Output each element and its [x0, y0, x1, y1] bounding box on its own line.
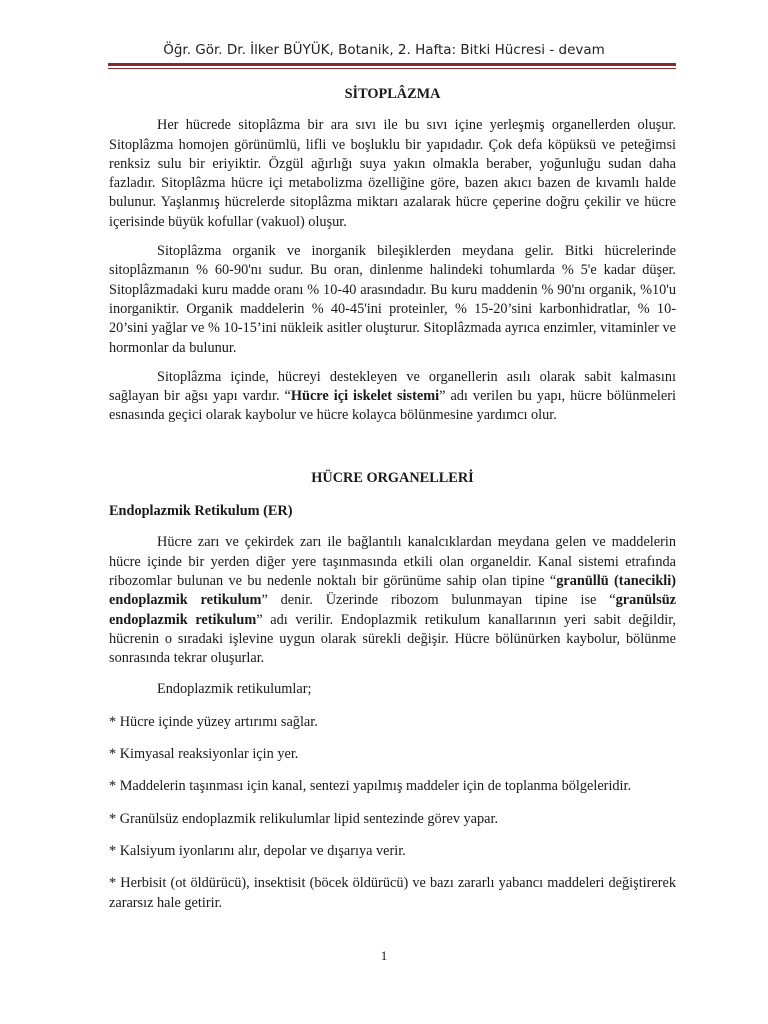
- list-intro: Endoplazmik retikulumlar;: [157, 681, 312, 698]
- paragraph-sitoplazma-3: [109, 368, 676, 426]
- page-header-title: Öğr. Gör. Dr. İlker BÜYÜK, Botanik, 2. Hafta: Bitki Hücresi - devam: [163, 42, 605, 58]
- paragraph-er-1: [109, 533, 676, 668]
- section-title-sitoplazma: SİTOPLÂZMA: [344, 86, 441, 102]
- header-rule-thin: [108, 68, 676, 69]
- page-number: 1: [380, 948, 388, 963]
- section-title-hucre-organelleri: HÜCRE ORGANELLERİ: [311, 469, 474, 486]
- subsection-title-er: Endoplazmik Retikulum (ER): [109, 503, 293, 520]
- list-item: * Kalsiyum iyonlarını alır, depolar ve dışarıya verir.: [109, 842, 406, 859]
- paragraph-text: Sitoplâzma içinde, hücreyi destekleyen ve organellerin asılı olarak sabit kalmasını sağlayan bir ağsı yapı vardır. “: [109, 368, 676, 405]
- document-body: [109, 85, 676, 913]
- header-rule-thick: [108, 63, 676, 66]
- bold-term-hucre-ici-iskelet: Hücre içi iskelet sistemi: [290, 388, 440, 405]
- bold-term-granulsuz-er: granülsüz endoplazmik retikulum: [109, 592, 676, 628]
- list-item: * Herbisit (ot öldürücü), insektisit (böcek öldürücü) ve bazı zararlı yabancı maddeleri değiştirerek zararsız hale getirir.: [109, 875, 676, 911]
- paragraph-text: ” adı verilen bu yapı, hücre bölünmeleri esnasında geçici olarak kaybolur ve hücre kolayca bölünmesine yardımcı olur.: [109, 388, 676, 424]
- paragraph-sitoplazma-1: Her hücrede sitoplâzma bir ara sıvı ile bu sıvı içine yerleşmiş organellerden oluşur. Sitoplâzma homojen görünümlü, lifli ve boşluklu bir yapıdadır. Çok defa köpüksü ve peteğimsi renksiz sulu bir eriyiktir. Özgül ağırlığı suya yakın olmakla beraber, yoğunluğu sudan daha fazladır. Sitoplâzma hücre içi metabolizma özelliğine göre, bazen akıcı bazen de kıvamlı halde bulunur. Yaşlanmış hücrelerde sitoplâzma miktarı azalarak hücre çeperine doğru çekilir ve hücre içerisinde büyük kofullar (vakuol) oluşur.: [109, 117, 676, 230]
- list-item: * Kimyasal reaksiyonlar için yer.: [109, 746, 299, 763]
- list-item: * Hücre içinde yüzey artırımı sağlar.: [109, 713, 318, 730]
- bold-term-granullu-er: granüllü (tanecikli) endoplazmik retikulum: [109, 572, 676, 609]
- paragraph-text: Hücre zarı ve çekirdek zarı ile bağlantılı kanalcıklardan meydana gelen ve maddelerin hücre içinde bir yerden diğer yere taşınmasında etkili olan organeldir. Kanal sistemi etrafında ribozomlar bulunan ve bu nedenle noktalı bir görünüme sahip olan tipine “: [109, 534, 676, 589]
- list-item: * Maddelerin taşınması için kanal, sentezi yapılmış maddeler için de toplanma bölgeleridir.: [109, 778, 632, 795]
- list-item: * Granülsüz endoplazmik relikulumlar lipid sentezinde görev yapar.: [109, 810, 499, 827]
- paragraph-text: ” denir. Üzerinde ribozom bulunmayan tipine ise “: [261, 592, 616, 609]
- paragraph-sitoplazma-2: Sitoplâzma organik ve inorganik bileşiklerden meydana gelir. Bitki hücrelerinde sitoplâzmanın % 60-90'nı sudur. Bu oran, dinlenme halindeki tohumlarda % 5'e kadar düşer. Sitoplâzmadaki kuru madde oranı % 10-40 arasındadır. Bu kuru maddenin % 90'nı organik, %10'u inorganiktir. Organik maddelerin % 40-45'ini proteinler, % 15-20’sini karbonhidratlar, % 10-20’sini yağlar ve % 10-15’ini nükleik asitler oluşturur. Sitoplâzmada ayrıca enzimler, vitaminler ve hormonlar da bulunur.: [109, 243, 676, 356]
- paragraph-text: ” adı verilir. Endoplazmik retikulum kanallarının yeri sabit değildir, hücrenin o sıradaki işlevine uygun olarak sürekli değişir. Hücre bölünürken kaybolur, bölünme sonrasında tekrar oluşurlar.: [109, 611, 676, 667]
